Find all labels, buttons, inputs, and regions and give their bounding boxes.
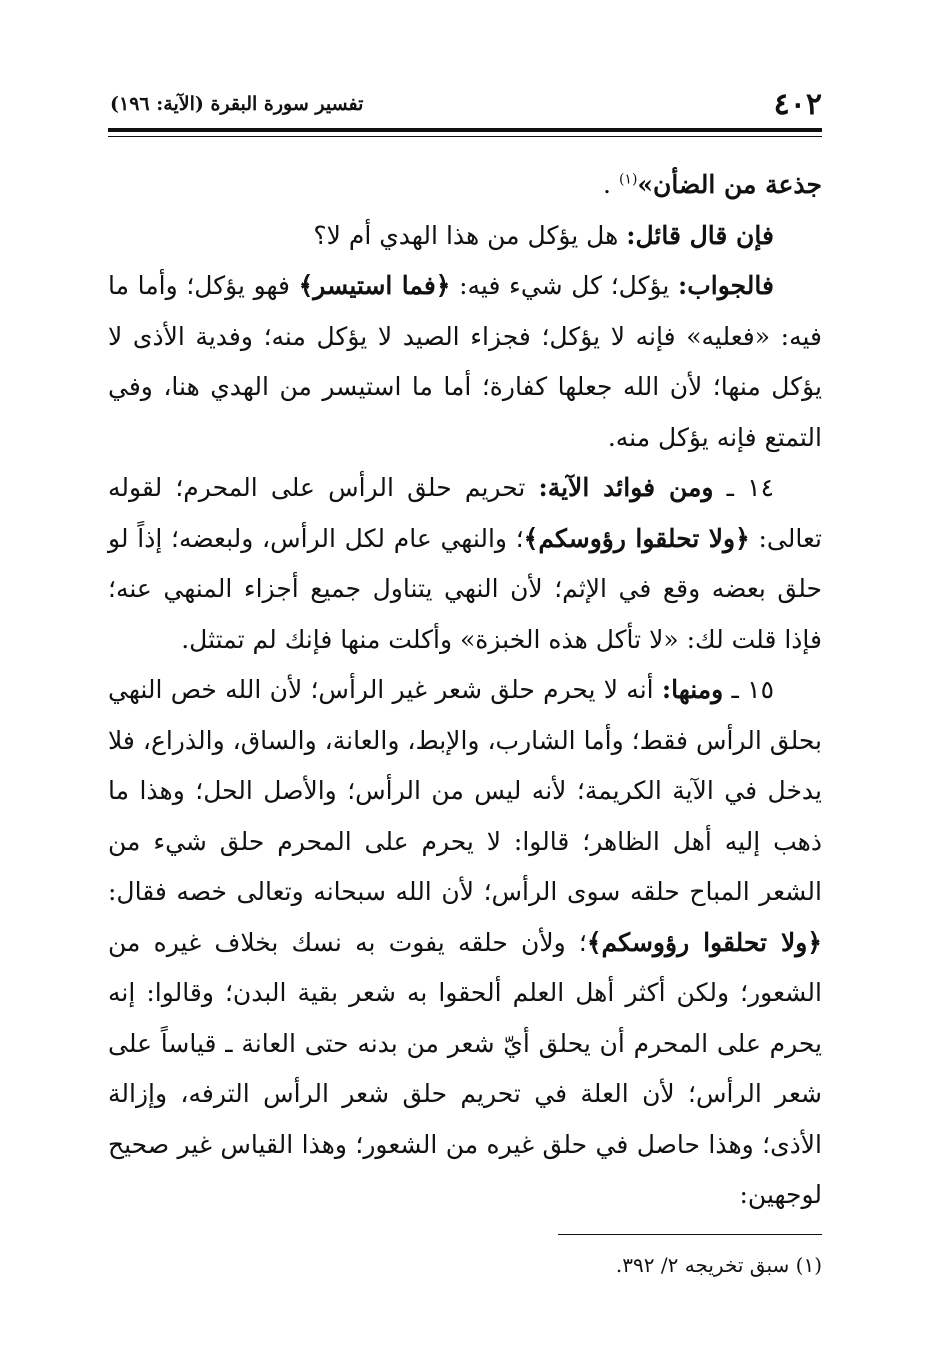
footnote-ref: (١) [618,171,638,188]
paragraph-2-lead: فإن قال قائل: [626,220,774,250]
paragraph-1 [108,160,822,211]
paragraph-3-lead: فالجواب: [678,271,774,300]
paragraph-4-lead: ومن فوائد الآية: [538,473,714,502]
paragraph-3 [108,261,822,463]
paragraph-5 [108,665,822,1221]
body-text [108,160,822,1221]
quran-quote: ﴿ولا تحلقوا رؤوسكم﴾ [523,523,750,553]
footnote [108,1248,822,1282]
paragraph-1-text: جذعة من الضأن» [637,170,822,199]
footnote-separator [558,1234,822,1235]
paragraph-3-text-1: يؤكل؛ كل شيء فيه: [450,271,679,300]
footnote-marker: (١) [795,1253,822,1277]
quran-quote: ﴿ولا تحلقوا رؤوسكم﴾ [586,927,822,957]
quran-quote: ﴿فما استيسر﴾ [298,271,451,300]
header-rule-thin [108,136,822,137]
page-header [110,86,822,122]
footnote-text: سبق تخريجه ٢/ ٣٩٢. [615,1253,796,1277]
paragraph-5-text-2: ؛ ولأن حلقه يفوت به نسك بخلاف غيره من الشعور؛ ولكن أكثر أهل العلم ألحقوا به شعر بقية البدن؛ وقالوا: إنه يحرم على المحرم أن يحلق أيّ شعر من بدنه حتى العانة ـ قياساً على شعر الرأس؛ لأن العلة في تحريم حلق شعر الرأس الترفه، وإزالة الأذى؛ وهذا حاصل في حلق غيره من الشعور؛ وهذا القياس غير صحيح لوجهين: [108,927,822,1209]
paragraph-3-text-2: فهو يؤكل؛ وأما ما فيه: «فعليه» فإنه لا يؤكل؛ فجزاء الصيد لا يؤكل منه؛ وفدية الأذى لا يؤكل منها؛ لأن الله جعلها كفارة؛ أما ما استيسر من الهدي هنا، وفي التمتع فإنه يؤكل منه. [108,271,822,452]
paragraph-4-number: ١٤ ـ [713,473,775,502]
paragraph-2-text: هل يؤكل من هذا الهدي أم لا؟ [313,220,627,250]
paragraph-2 [108,211,822,262]
header-rule-thick [108,128,822,132]
paragraph-5-lead: ومنها: [661,675,724,704]
paragraph-5-number: ١٥ ـ [723,675,774,704]
paragraph-4-text-1: تحريم حلق الرأس على المحرم؛ لقوله تعالى: [108,473,822,553]
running-title: تفسير سورة البقرة (الآية: ١٩٦) [110,93,364,115]
paragraph-5-text-1: أنه لا يحرم حلق شعر غير الرأس؛ لأن الله خص النهي بحلق الرأس فقط؛ وأما الشارب، والإبط، والعانة، والساق، والذراع، فلا يدخل في الآية الكريمة؛ لأنه ليس من الرأس؛ والأصل الحل؛ وهذا ما ذهب إليه أهل الظاهر؛ قالوا: لا يحرم على المحرم حلق شيء من الشعر المباح حلقه سوى الرأس؛ لأن الله سبحانه وتعالى خصه فقال: [108,675,822,906]
paragraph-4 [108,463,822,665]
page-number: ٤٠٢ [773,86,822,122]
paragraph-4-text-2: ؛ والنهي عام لكل الرأس، ولبعضه؛ إذاً لو حلق بعضه وقع في الإثم؛ لأن النهي يتناول جميع أجزاء المنهي عنه؛ فإذا قلت لك: «لا تأكل هذه الخبزة» وأكلت منها فإنك لم تمتثل. [108,523,822,654]
paragraph-1-end: . [603,170,619,199]
